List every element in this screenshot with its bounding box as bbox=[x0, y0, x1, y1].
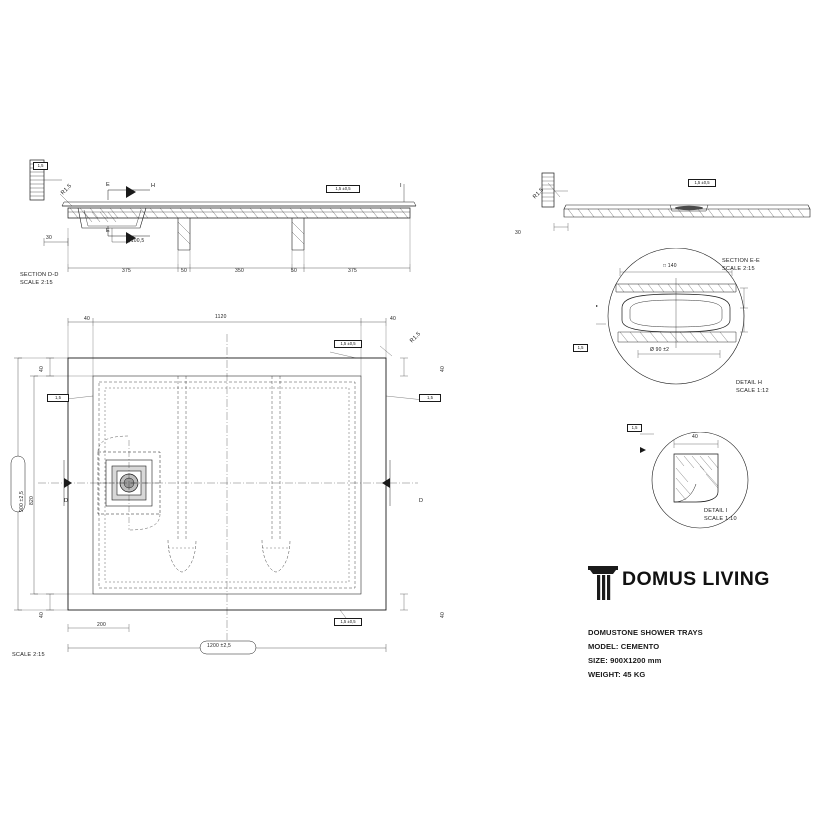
dim-plan-offset-bottom-right: 40 bbox=[440, 612, 446, 618]
marker-section-e-bottom: E bbox=[106, 228, 110, 234]
dim-section-seg-4: 50 bbox=[291, 268, 297, 274]
tag-8 bbox=[419, 394, 441, 402]
column-logo-icon bbox=[588, 566, 618, 600]
dim-plan-width-nominal: 1200 ±2,5 bbox=[207, 643, 232, 649]
dim-section-seg-1: 375 bbox=[122, 268, 131, 274]
plan-view bbox=[0, 300, 470, 670]
detail-h-scale: SCALE 1:12 bbox=[736, 388, 769, 394]
spec-list bbox=[588, 626, 703, 682]
tag-1 bbox=[33, 162, 48, 170]
tag-3-line1: 1,5 ±0,5 bbox=[694, 180, 710, 185]
section-dd-view bbox=[0, 150, 440, 280]
dim-section-left-edge: 30 bbox=[46, 235, 52, 241]
tag-6-line1: 1,5 ±0,5 bbox=[340, 341, 356, 346]
dim-drain-square: □ 100,5 bbox=[126, 238, 145, 244]
detail-h-title: DETAIL H bbox=[736, 380, 763, 386]
tag-4-line1: 1,5 bbox=[577, 345, 584, 350]
dim-plan-drain-offset: 200 bbox=[97, 622, 106, 628]
marker-section-d-right: D bbox=[419, 498, 424, 504]
dim-plan-height-inner: 820 bbox=[29, 496, 35, 505]
dim-plan-offset-bottom: 40 bbox=[39, 612, 45, 618]
dim-detail-h-square: □ 140 bbox=[663, 263, 677, 269]
dim-plan-offset-top: 40 bbox=[39, 366, 45, 372]
radius-note-1: R1,5 bbox=[60, 183, 74, 197]
dim-section-seg-2: 50 bbox=[181, 268, 187, 274]
dim-plan-offset-left: 40 bbox=[84, 316, 90, 322]
dim-plan-offset-right: 40 bbox=[390, 316, 396, 322]
tag-4 bbox=[573, 344, 588, 352]
dim-section-seg-3: 350 bbox=[235, 268, 244, 274]
tag-6 bbox=[334, 340, 362, 348]
detail-h-view bbox=[596, 248, 776, 388]
tag-1-line1: 1,5 bbox=[37, 163, 44, 168]
tag-2-line1: 1,5 ±0,5 bbox=[335, 186, 351, 191]
spec-line-4: WEIGHT: 45 KG bbox=[588, 670, 646, 679]
spec-line-3: SIZE: 900X1200 mm bbox=[588, 656, 662, 665]
spec-line-1: DOMUSTONE SHOWER TRAYS bbox=[588, 628, 703, 637]
dim-section-ee-left-edge: 30 bbox=[515, 230, 521, 236]
tag-7-line1: 1,5 bbox=[55, 395, 61, 400]
tag-7 bbox=[47, 394, 69, 402]
tag-2 bbox=[326, 185, 360, 193]
radius-note-2: R1,5 bbox=[532, 187, 546, 201]
section-ee-scale: SCALE 2:15 bbox=[722, 266, 755, 272]
dim-plan-width-total: 1120 bbox=[215, 314, 227, 320]
brand-name: DOMUS LIVING bbox=[622, 568, 770, 590]
section-ee-title: SECTION E-E bbox=[722, 258, 760, 264]
section-dd-scale: SCALE 2:15 bbox=[20, 280, 53, 286]
tag-9 bbox=[334, 618, 362, 626]
dim-detail-h-circle: Ø 90 ±2 bbox=[650, 347, 670, 353]
section-dd-title: SECTION D-D bbox=[20, 272, 59, 278]
detail-i-title: DETAIL I bbox=[704, 508, 728, 514]
dim-detail-i-width: 40 bbox=[692, 434, 698, 440]
marker-section-e-top: E bbox=[106, 182, 110, 188]
tag-3 bbox=[688, 179, 716, 187]
radius-note-3: R1,5 bbox=[409, 331, 423, 345]
plan-scale: SCALE 2:15 bbox=[12, 652, 45, 658]
detail-i-scale: SCALE 1:10 bbox=[704, 516, 737, 522]
tag-5 bbox=[627, 424, 642, 432]
section-ee-view bbox=[520, 165, 820, 245]
tag-9-line1: 1,5 ±0,5 bbox=[340, 619, 356, 624]
dim-plan-height-nominal: 900 ±2,5 bbox=[19, 490, 25, 512]
marker-detail-i: I bbox=[400, 183, 402, 189]
dim-plan-offset-top-right: 40 bbox=[440, 366, 446, 372]
tag-8-line1: 1,5 bbox=[427, 395, 433, 400]
spec-line-2: MODEL: CEMENTO bbox=[588, 642, 660, 651]
marker-section-d-left: D bbox=[64, 498, 69, 504]
marker-detail-h: H bbox=[151, 183, 156, 189]
tag-5-line1: 1,5 bbox=[631, 425, 638, 430]
brand-block bbox=[588, 570, 818, 590]
dim-section-seg-5: 375 bbox=[348, 268, 357, 274]
